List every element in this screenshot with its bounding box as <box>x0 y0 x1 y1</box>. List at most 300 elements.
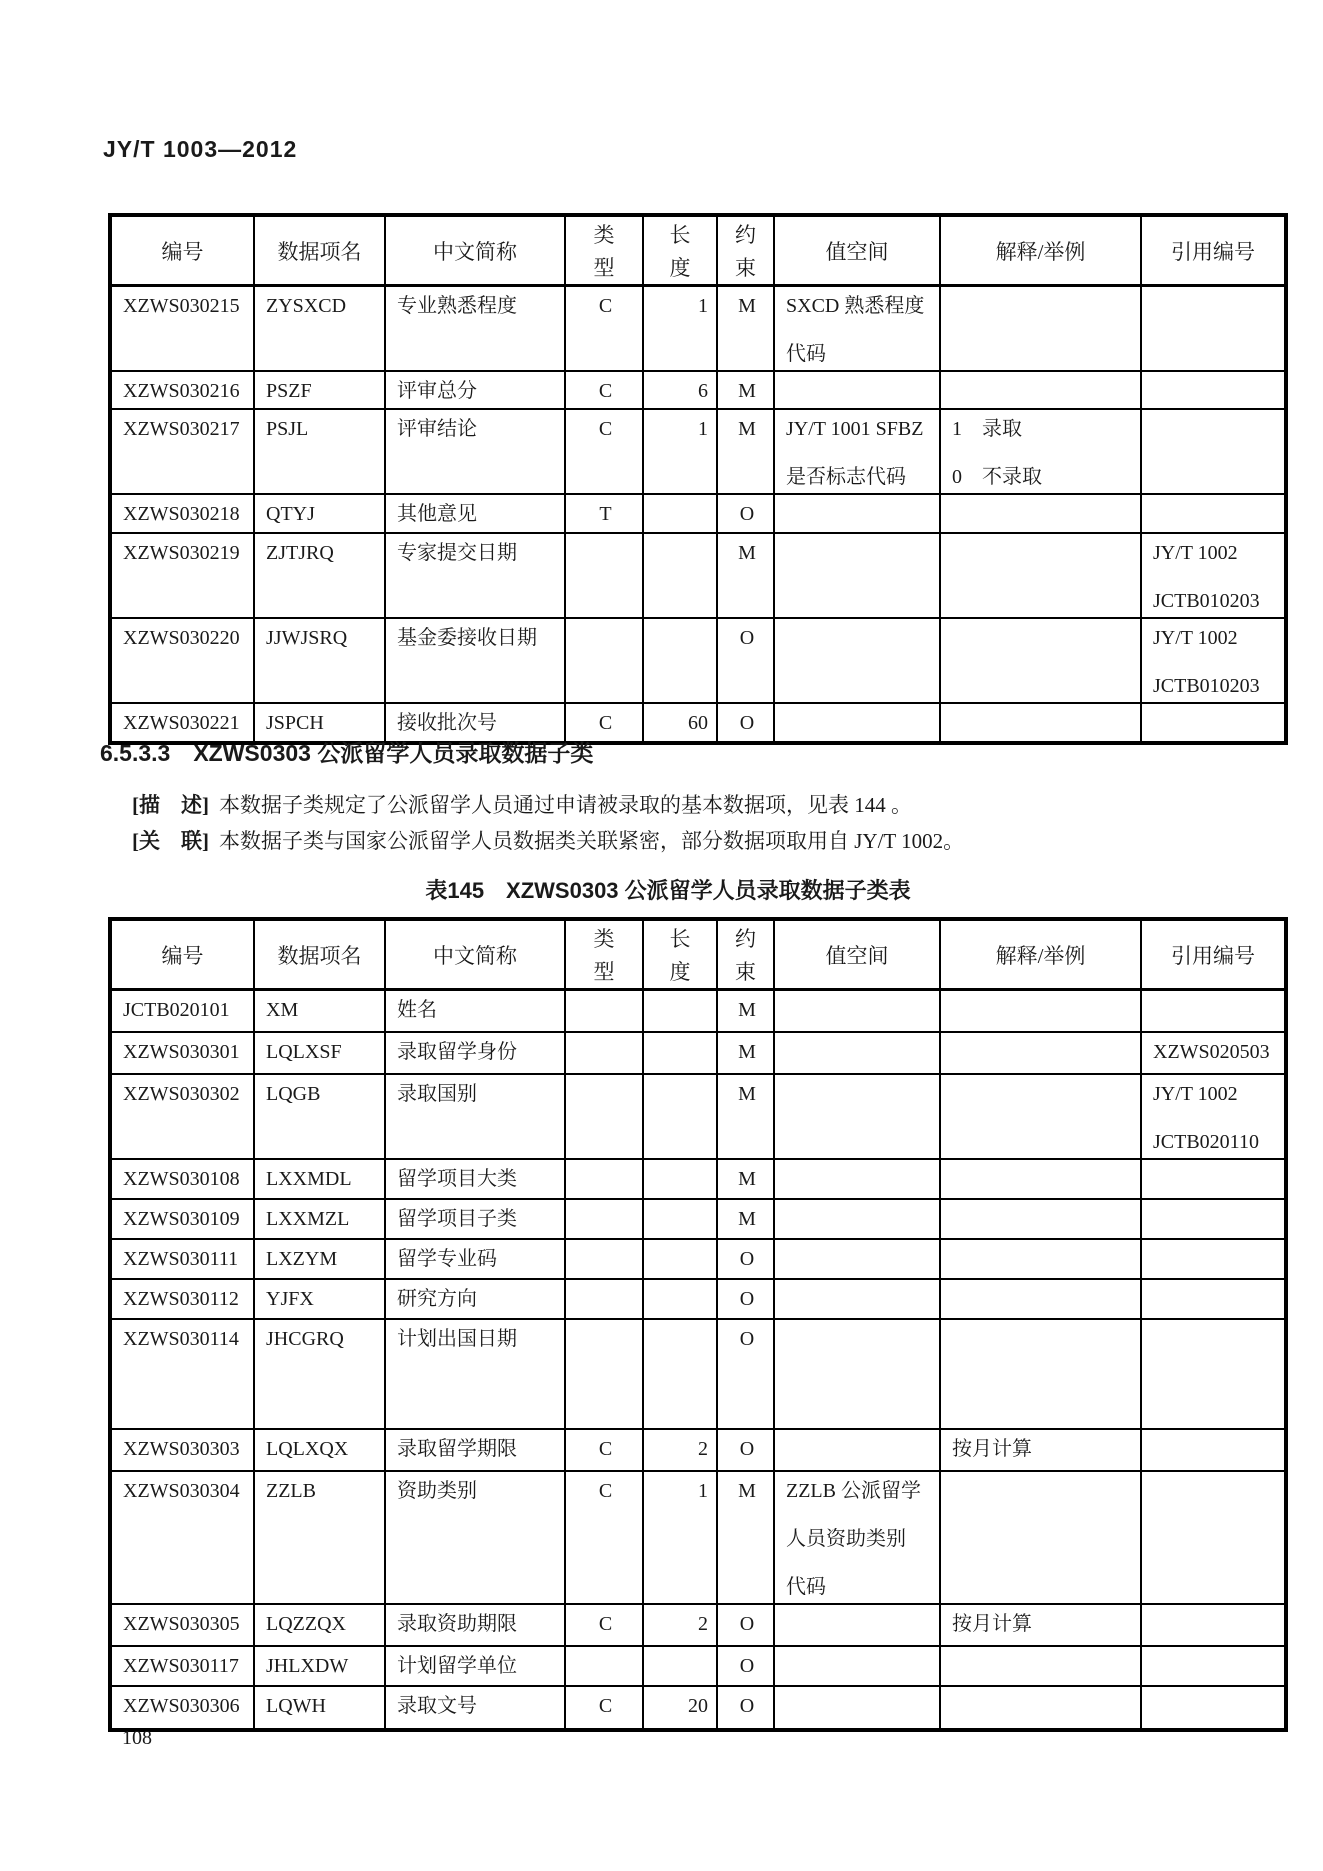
cell-len <box>643 494 717 533</box>
cell-ex <box>940 618 1141 703</box>
cell-cn <box>385 1074 565 1159</box>
cell-cons <box>717 1646 774 1686</box>
cell-line: 1 <box>698 1479 708 1502</box>
table-row <box>110 409 1286 494</box>
cell-line: 计划出国日期 <box>397 1327 517 1350</box>
cell-name <box>254 409 385 494</box>
cell-line: XZWS030305 <box>123 1612 240 1635</box>
cell-name <box>254 1429 385 1471</box>
cell-line: 录取资助期限 <box>397 1612 517 1635</box>
cell-len <box>643 1646 717 1686</box>
cell-ref <box>1141 1032 1286 1074</box>
cell-line: 留学项目大类 <box>397 1167 517 1190</box>
cell-line: 度 <box>669 960 691 984</box>
cell-line: 人员资助类别 <box>786 1527 906 1550</box>
column-header-vs <box>774 919 940 990</box>
cell-line: C <box>598 712 613 734</box>
table-row <box>110 618 1286 703</box>
cell-type <box>565 1239 643 1279</box>
cell-cons <box>717 1686 774 1730</box>
cell-line: 引用编号 <box>1171 239 1255 264</box>
cell-line: JCTB020101 <box>123 999 230 1021</box>
cell-vs <box>774 703 940 743</box>
cell-len <box>643 990 717 1032</box>
cell-line: ZYSXCD <box>266 295 347 317</box>
cell-ex <box>940 494 1141 533</box>
cell-id <box>110 1319 254 1429</box>
cell-cons <box>717 1239 774 1279</box>
cell-cn <box>385 494 565 533</box>
table-145-title: 表145 XZWS0303 公派留学人员录取数据子类表 <box>425 878 911 903</box>
data-table-xzws0302-continued <box>108 213 1288 745</box>
cell-ref <box>1141 1686 1286 1730</box>
cell-type <box>565 1159 643 1199</box>
cell-ex <box>940 1319 1141 1429</box>
cell-ref <box>1141 1074 1286 1159</box>
cell-id <box>110 1199 254 1239</box>
document-standard-number: JY/T 1003—2012 <box>103 136 298 162</box>
cell-line: 代码 <box>786 343 826 365</box>
cell-line: 长 <box>669 223 691 247</box>
cell-cn <box>385 1686 565 1730</box>
cell-type <box>565 533 643 618</box>
cell-name <box>254 533 385 618</box>
cell-ref <box>1141 371 1286 409</box>
cell-line: C <box>598 1479 613 1502</box>
cell-line: 研究方向 <box>397 1287 477 1310</box>
cell-vs <box>774 1429 940 1471</box>
cell-line: XZWS030306 <box>123 1694 240 1717</box>
cell-line: XZWS030302 <box>123 1082 240 1105</box>
cell-id <box>110 1471 254 1604</box>
cell-ex <box>940 1074 1141 1159</box>
cell-line: 是否标志代码 <box>786 466 906 488</box>
cell-type <box>565 1319 643 1429</box>
cell-id <box>110 494 254 533</box>
cell-len <box>643 1032 717 1074</box>
cell-name <box>254 1159 385 1199</box>
table-row <box>110 533 1286 618</box>
column-header-ref <box>1141 215 1286 286</box>
cell-cn <box>385 1429 565 1471</box>
table-row <box>110 1239 1286 1279</box>
cell-ex <box>940 1686 1141 1730</box>
cell-vs <box>774 1604 940 1646</box>
cell-line: LQLXQX <box>266 1437 349 1460</box>
data-table-xzws0303 <box>108 917 1288 1732</box>
cell-line: XZWS030114 <box>123 1327 239 1350</box>
cell-line: 解释/举例 <box>995 239 1086 264</box>
cell-type <box>565 1604 643 1646</box>
cell-vs <box>774 1074 940 1159</box>
cell-line: 录取国别 <box>397 1082 477 1105</box>
cell-vs <box>774 990 940 1032</box>
table-row <box>110 1604 1286 1646</box>
cell-type <box>565 1074 643 1159</box>
cell-vs <box>774 1159 940 1199</box>
cell-line: 专业熟悉程度 <box>397 295 517 317</box>
cell-line: C <box>598 1437 613 1460</box>
cell-ex <box>940 990 1141 1032</box>
cell-type <box>565 286 643 372</box>
cell-line: XZWS030117 <box>123 1654 239 1677</box>
cell-ex <box>940 1604 1141 1646</box>
cell-name <box>254 1032 385 1074</box>
column-header-type <box>565 215 643 286</box>
cell-line: 类 <box>593 223 615 247</box>
cell-vs <box>774 618 940 703</box>
cell-line: O <box>739 1247 755 1270</box>
cell-line: M <box>738 1082 756 1105</box>
cell-line: 中文简称 <box>433 239 517 264</box>
column-header-type <box>565 919 643 990</box>
cell-cons <box>717 703 774 743</box>
column-header-id <box>110 919 254 990</box>
cell-cn <box>385 286 565 372</box>
cell-line: 编号 <box>161 943 204 968</box>
cell-cn <box>385 1032 565 1074</box>
cell-cn <box>385 990 565 1032</box>
cell-ref <box>1141 1319 1286 1429</box>
column-header-ref <box>1141 919 1286 990</box>
cell-len <box>643 371 717 409</box>
cell-cons <box>717 1159 774 1199</box>
cell-cn <box>385 1646 565 1686</box>
cell-line: O <box>739 712 755 734</box>
cell-name <box>254 1239 385 1279</box>
cell-line: XZWS030218 <box>123 503 240 525</box>
table-row <box>110 1032 1286 1074</box>
cell-line: 0 不录取 <box>952 466 1042 488</box>
cell-line: XZWS030221 <box>123 712 240 734</box>
cell-line: XZWS030217 <box>123 418 240 440</box>
cell-id <box>110 371 254 409</box>
cell-line: 评审总分 <box>397 380 477 402</box>
cell-cons <box>717 409 774 494</box>
cell-id <box>110 1646 254 1686</box>
cell-ex <box>940 1159 1141 1199</box>
cell-ex <box>940 1199 1141 1239</box>
table-row <box>110 1199 1286 1239</box>
cell-line: 6 <box>698 380 708 402</box>
cell-id <box>110 533 254 618</box>
page-number: 108 <box>122 1727 152 1749</box>
cell-line: M <box>738 1207 756 1230</box>
cell-line: 20 <box>688 1694 708 1717</box>
column-header-cn <box>385 215 565 286</box>
cell-line: 型 <box>593 960 615 984</box>
relation-text: 本数据子类与国家公派留学人员数据类关联紧密，部分数据项取用自 JY/T 1002。 <box>219 829 965 853</box>
cell-line: O <box>739 1327 755 1350</box>
column-header-ex <box>940 215 1141 286</box>
cell-ex <box>940 1471 1141 1604</box>
cell-vs <box>774 1199 940 1239</box>
cell-id <box>110 409 254 494</box>
cell-line: M <box>738 418 756 440</box>
cell-len <box>643 1604 717 1646</box>
cell-cons <box>717 1429 774 1471</box>
cell-id <box>110 1279 254 1319</box>
cell-cn <box>385 1604 565 1646</box>
cell-ex <box>940 409 1141 494</box>
cell-ref <box>1141 1604 1286 1646</box>
cell-line: XZWS030220 <box>123 627 240 649</box>
cell-line: XZWS030304 <box>123 1479 240 1502</box>
cell-len <box>643 286 717 372</box>
cell-line: 2 <box>698 1437 708 1460</box>
cell-line: JY/T 1002 <box>1153 627 1238 649</box>
cell-cons <box>717 1032 774 1074</box>
cell-line: JY/T 1002 <box>1153 542 1238 564</box>
table-row <box>110 990 1286 1032</box>
cell-cons <box>717 1319 774 1429</box>
cell-cons <box>717 533 774 618</box>
cell-len <box>643 618 717 703</box>
cell-line: 留学专业码 <box>397 1247 497 1270</box>
cell-vs <box>774 1032 940 1074</box>
cell-len <box>643 533 717 618</box>
cell-type <box>565 409 643 494</box>
description-label: [描 述] <box>132 793 209 817</box>
cell-len <box>643 1319 717 1429</box>
cell-ref <box>1141 990 1286 1032</box>
cell-line: XZWS030109 <box>123 1207 240 1230</box>
cell-line: 2 <box>698 1612 708 1635</box>
cell-line: YJFX <box>266 1287 314 1310</box>
cell-line: M <box>738 542 756 564</box>
cell-cn <box>385 1239 565 1279</box>
cell-vs <box>774 286 940 372</box>
cell-line: 录取留学期限 <box>397 1437 517 1460</box>
cell-ref <box>1141 494 1286 533</box>
cell-line: JSPCH <box>266 712 324 734</box>
cell-name <box>254 371 385 409</box>
cell-line: 其他意见 <box>397 503 477 525</box>
cell-line: 资助类别 <box>397 1479 477 1502</box>
cell-type <box>565 1471 643 1604</box>
cell-line: 接收批次号 <box>397 712 497 734</box>
cell-id <box>110 990 254 1032</box>
cell-line: 姓名 <box>397 999 437 1021</box>
cell-len <box>643 1159 717 1199</box>
cell-line: 基金委接收日期 <box>397 627 537 649</box>
table-row <box>110 1279 1286 1319</box>
cell-line: XZWS030303 <box>123 1437 240 1460</box>
cell-line: 中文简称 <box>433 943 517 968</box>
cell-cn <box>385 371 565 409</box>
table-row <box>110 1319 1286 1429</box>
cell-line: LQWH <box>266 1694 326 1717</box>
cell-ref <box>1141 409 1286 494</box>
cell-name <box>254 1646 385 1686</box>
cell-id <box>110 1032 254 1074</box>
cell-cons <box>717 286 774 372</box>
cell-cn <box>385 1471 565 1604</box>
cell-line: SXCD 熟悉程度 <box>786 295 925 317</box>
cell-line: M <box>738 380 756 402</box>
cell-line: XZWS030111 <box>123 1247 239 1270</box>
cell-name <box>254 1471 385 1604</box>
cell-line: LQLXSF <box>266 1040 342 1063</box>
cell-cons <box>717 1279 774 1319</box>
cell-line: XZWS030301 <box>123 1040 240 1063</box>
cell-line: XZWS030216 <box>123 380 240 402</box>
cell-line: JY/T 1001 SFBZ <box>786 418 924 440</box>
cell-line: LXXMZL <box>266 1207 350 1230</box>
cell-line: C <box>598 1694 613 1717</box>
cell-type <box>565 1686 643 1730</box>
cell-line: XZWS030112 <box>123 1287 239 1310</box>
cell-vs <box>774 1319 940 1429</box>
cell-line: 型 <box>593 256 615 280</box>
cell-line: 按月计算 <box>952 1612 1032 1635</box>
cell-cons <box>717 618 774 703</box>
cell-ref <box>1141 1646 1286 1686</box>
cell-ex <box>940 1032 1141 1074</box>
cell-line: ZJTJRQ <box>266 542 334 564</box>
cell-line: XZWS030108 <box>123 1167 240 1190</box>
cell-line: XZWS020503 <box>1153 1040 1270 1063</box>
description-paragraph <box>132 789 912 819</box>
cell-type <box>565 618 643 703</box>
table-row <box>110 1429 1286 1471</box>
cell-ex <box>940 1646 1141 1686</box>
cell-line: ZZLB <box>266 1479 316 1502</box>
cell-name <box>254 1686 385 1730</box>
cell-line: M <box>738 999 756 1021</box>
cell-line: 束 <box>735 960 756 984</box>
cell-line: PSZF <box>266 380 312 402</box>
cell-line: O <box>739 503 755 525</box>
cell-line: 评审结论 <box>397 418 477 440</box>
cell-line: 计划留学单位 <box>397 1654 517 1677</box>
cell-cn <box>385 533 565 618</box>
cell-type <box>565 1646 643 1686</box>
cell-line: 解释/举例 <box>995 943 1086 968</box>
cell-line: JCTB020110 <box>1153 1130 1259 1153</box>
table-row <box>110 1159 1286 1199</box>
cell-line: M <box>738 1040 756 1063</box>
column-header-id <box>110 215 254 286</box>
column-header-vs <box>774 215 940 286</box>
cell-line: 1 <box>698 295 708 317</box>
relation-paragraph <box>132 825 964 855</box>
cell-line: LQGB <box>266 1082 321 1105</box>
cell-ref <box>1141 618 1286 703</box>
column-header-cn <box>385 919 565 990</box>
cell-line: LQZZQX <box>266 1612 346 1635</box>
cell-name <box>254 494 385 533</box>
cell-cn <box>385 409 565 494</box>
cell-line: O <box>739 1654 755 1677</box>
cell-vs <box>774 533 940 618</box>
cell-type <box>565 494 643 533</box>
cell-line: 录取留学身份 <box>397 1040 517 1063</box>
cell-line: 长 <box>669 927 691 951</box>
cell-name <box>254 1199 385 1239</box>
cell-id <box>110 1604 254 1646</box>
relation-label: [关 联] <box>132 829 209 853</box>
cell-line: O <box>739 1612 755 1635</box>
cell-line: 代码 <box>786 1575 826 1598</box>
cell-type <box>565 1429 643 1471</box>
table-header-row <box>110 919 1286 990</box>
cell-ex <box>940 371 1141 409</box>
cell-name <box>254 618 385 703</box>
cell-line: C <box>598 418 613 440</box>
cell-type <box>565 371 643 409</box>
cell-ex <box>940 1239 1141 1279</box>
cell-ref <box>1141 533 1286 618</box>
cell-ref <box>1141 1471 1286 1604</box>
cell-line: 约 <box>735 223 756 247</box>
cell-line: 编号 <box>161 239 204 264</box>
cell-line: JHLXDW <box>266 1654 349 1677</box>
table-row <box>110 1471 1286 1604</box>
cell-cn <box>385 1199 565 1239</box>
cell-ref <box>1141 703 1286 743</box>
cell-id <box>110 286 254 372</box>
cell-vs <box>774 1239 940 1279</box>
cell-type <box>565 1279 643 1319</box>
cell-vs <box>774 494 940 533</box>
cell-name <box>254 1319 385 1429</box>
cell-vs <box>774 371 940 409</box>
description-text: 本数据子类规定了公派留学人员通过申请被录取的基本数据项，见表 144 。 <box>219 793 912 817</box>
cell-line: C <box>598 295 613 317</box>
cell-line: 约 <box>735 927 756 951</box>
column-header-cons <box>717 215 774 286</box>
cell-line: XZWS030215 <box>123 295 240 317</box>
cell-line: O <box>739 1694 755 1717</box>
cell-line: 60 <box>688 712 708 734</box>
cell-type <box>565 1199 643 1239</box>
cell-id <box>110 1159 254 1199</box>
cell-len <box>643 1279 717 1319</box>
cell-cons <box>717 494 774 533</box>
cell-len <box>643 1429 717 1471</box>
table-row <box>110 1686 1286 1730</box>
section-heading: 6.5.3.3 XZWS0303 公派留学人员录取数据子类 <box>100 740 594 766</box>
cell-cons <box>717 1199 774 1239</box>
cell-line: 类 <box>593 927 615 951</box>
cell-name <box>254 1279 385 1319</box>
cell-line: PSJL <box>266 418 309 440</box>
cell-ex <box>940 703 1141 743</box>
cell-cn <box>385 1159 565 1199</box>
cell-line: M <box>738 295 756 317</box>
cell-ref <box>1141 286 1286 372</box>
cell-line: LXZYM <box>266 1247 338 1270</box>
cell-cons <box>717 371 774 409</box>
cell-line: 度 <box>669 256 691 280</box>
cell-line: XZWS030219 <box>123 542 240 564</box>
cell-line: JCTB010203 <box>1153 590 1260 612</box>
cell-line: 值空间 <box>825 943 889 968</box>
cell-ex <box>940 1279 1141 1319</box>
cell-id <box>110 1686 254 1730</box>
cell-vs <box>774 1471 940 1604</box>
cell-ref <box>1141 1279 1286 1319</box>
cell-line: O <box>739 1287 755 1310</box>
cell-line: LXXMDL <box>266 1167 352 1190</box>
cell-line: 1 <box>698 418 708 440</box>
cell-line: O <box>739 1437 755 1460</box>
cell-ex <box>940 286 1141 372</box>
cell-line: M <box>738 1479 756 1502</box>
cell-line: 束 <box>735 256 756 280</box>
cell-line: QTYJ <box>266 503 315 525</box>
